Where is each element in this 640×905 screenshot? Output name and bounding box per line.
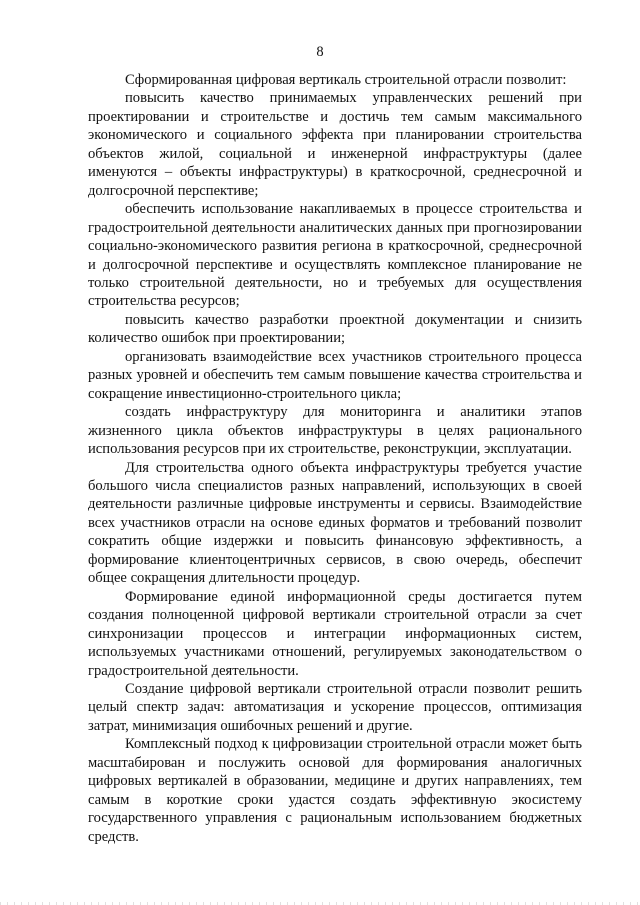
paragraph-list-item-monitoring: создать инфраструктуру для мониторинга и аналитики этапов жизненного цикла объектов инфраструктуры в целях рационального использования ресурсов при их строительстве, реконструкции, эксплуатации. [88, 404, 582, 458]
paragraph-list-item-design-quality: повысить качество разработки проектной документации и снизить количество ошибок при проектировании; [88, 311, 582, 347]
paragraph-complex-approach: Комплексный подход к цифровизации строительной отрасли может быть масштабирован и послужить основой для формирования аналогичных цифровых вертикалей в образовании, медицине и других направлениях, тем самым в короткие сроки удастся создать эффективную экосистему государственного управления с рациональным использованием бюджетных средств. [88, 736, 582, 845]
paragraph-list-item-interaction: организовать взаимодействие всех участников строительного процесса разных уровней и обеспечить тем самым повышение качества строительства и сокращение инвестиционно-строительного цикла; [88, 348, 582, 402]
document-body [88, 71, 582, 846]
paragraph-intro: Сформированная цифровая вертикаль строительной отрасли позволит: [125, 72, 567, 88]
page-number: 8 [316, 44, 324, 60]
paragraph-list-item-analytics: обеспечить использование накапливаемых в процессе строительства и градостроительной деятельности аналитических данных при прогнозировании социально-экономического развития региона в краткосрочной, среднесрочной и долгосрочной перспективе и осуществлять комплексное планирование не только строительной деятельности, но и требуемых для осуществления строительства ресурсов; [88, 201, 582, 310]
paragraph-tasks: Создание цифровой вертикали строительной отрасли позволит решить целый спектр задач: автоматизация и ускорение процессов, оптимизация затрат, минимизация ошибочных решений и другие. [88, 680, 582, 734]
paragraph-specialists: Для строительства одного объекта инфраструктуры требуется участие большого числа специалистов разных направлений, использующих в своей деятельности различные цифровые инструменты и сервисы. Взаимодействие всех участников отрасли на основе единых форматов и требований позволит сократить общие издержки и повысить финансовую эффективность, а формирование клиентоцентричных сервисов, в свою очередь, обеспечит общее сокращения длительности процедур. [88, 459, 582, 587]
paragraph-list-item-decisions: повысить качество принимаемых управленческих решений при проектировании и строительстве и достичь тем самым максимального экономического и социального эффекта при планировании строительства объектов жилой, социальной и инженерной инфраструктуры (далее именуются – объекты инфраструктуры) в краткосрочной, среднесрочной и долгосрочной перспективе; [88, 90, 582, 199]
paragraph-information-environment: Формирование единой информационной среды достигается путем создания полноценной цифровой вертикали строительной отрасли за счет синхронизации процессов и интеграции информационных систем, используемых участниками отношений, регулируемых законодательством о градостроительной деятельности. [88, 588, 582, 679]
